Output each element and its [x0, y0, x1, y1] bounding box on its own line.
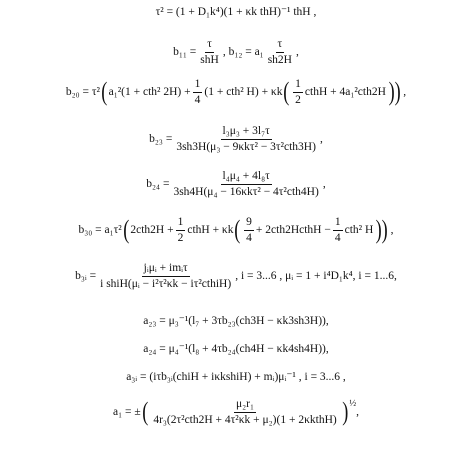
fraction-b30-half: $\frac{1}{2}$: [177, 216, 184, 244]
equation-b23: b₂₃ = $\frac{\text{l₃μ₃ + 3l₇τ}}{\text{3sh3H(μ₃ − 9κkτ² − 3τ²cth3H)}}$ ,: [149, 125, 323, 153]
equation-a3i: a₃ᵢ = (iτb₃ᵢ(chiH + iκkshiH) + mᵢ)μᵢ⁻¹ , i = 3...6 ,: [126, 371, 346, 383]
equation-a23: a₂₃ = μ₃⁻¹(l₇ + 3τb₂₃(ch3H − κk3sh3H)),: [143, 315, 329, 327]
fraction-b12: $\frac{\tau}{sh2H}$: [267, 38, 292, 66]
equation-b30: b₃₀ = a₁τ² ( 2cth2H + $\frac{1}{2}$ cthH + κk ( $\frac{9}{4}$ + 2cth2HcthH − $\frac{1}{4}$ cth² H )) ,: [78, 215, 394, 245]
fraction-b3i: $\frac{\text{jᵢμᵢ + imᵢτ}}{\text{i shiH(μᵢ − i²τ²κk − iτ²cthiH)}}$: [100, 262, 232, 290]
equation-b3i: b₃ᵢ = $\frac{\text{jᵢμᵢ + imᵢτ}}{\text{i shiH(μᵢ − i²τ²κk − iτ²cthiH)}}$ , i = 3...6 , μᵢ = 1 + i⁴D₁k⁴, i = 1...6,: [75, 262, 397, 290]
equation-b11-b12: b₁₁ = $\frac{\tau}{\text{shH}}$ , b₁₂ = a₁ $\frac{\tau}{sh2H}$ ,: [173, 38, 299, 66]
fraction-quarter: $\frac{1}{4}$: [194, 78, 201, 106]
equation-a24: a₂₄ = μ₄⁻¹(l₈ + 4τb₂₄(ch4H − κk4sh4H)),: [143, 343, 329, 355]
fraction-half: $\frac{1}{2}$: [295, 78, 301, 106]
fraction-b24: $\frac{\text{l₄μ₄ + 4l₈τ}}{\text{3sh4H(μ₄ − 16κkτ² − 4τ²cth4H)}}$: [173, 170, 319, 198]
equation-a1: a₁ = ± ( $\frac{\text{μ₂r₁}}{\text{4r₃(2τ²cth2H + 4τ²κk + μ₂)(1 + 2κkthH)}}$ ) ½ ,: [112, 397, 359, 427]
fraction-a1: $\frac{\text{μ₂r₁}}{\text{4r₃(2τ²cth2H + 4τ²κk + μ₂)(1 + 2κkthH)}}$: [153, 398, 337, 426]
fraction-b30-quarter: $\frac{1}{4}$: [334, 216, 341, 244]
equation-tau-squared: τ² = (1 + D₁k⁴)(1 + κk thH)⁻¹ thH ,: [155, 6, 317, 18]
equation-b24: b₂₄ = $\frac{\text{l₄μ₄ + 4l₈τ}}{\text{3sh4H(μ₄ − 16κkτ² − 4τ²cth4H)}}$ ,: [146, 170, 326, 198]
fraction-b30-nine-quarters: $\frac{9}{4}$: [246, 216, 252, 244]
equation-b20: b₂₀ = τ² ( a₁²(1 + cth² 2H) + $\frac{1}{4}$ (1 + cth² H) + κk ( $\frac{1}{2}$ cthH + 4a₁²cth2H )) ,: [65, 77, 407, 107]
fraction-b11: $\frac{\tau}{\text{shH}}$: [200, 38, 219, 66]
fraction-b23: $\frac{\text{l₃μ₃ + 3l₇τ}}{\text{3sh3H(μ₃ − 9κkτ² − 3τ²cth3H)}}$: [176, 125, 316, 153]
